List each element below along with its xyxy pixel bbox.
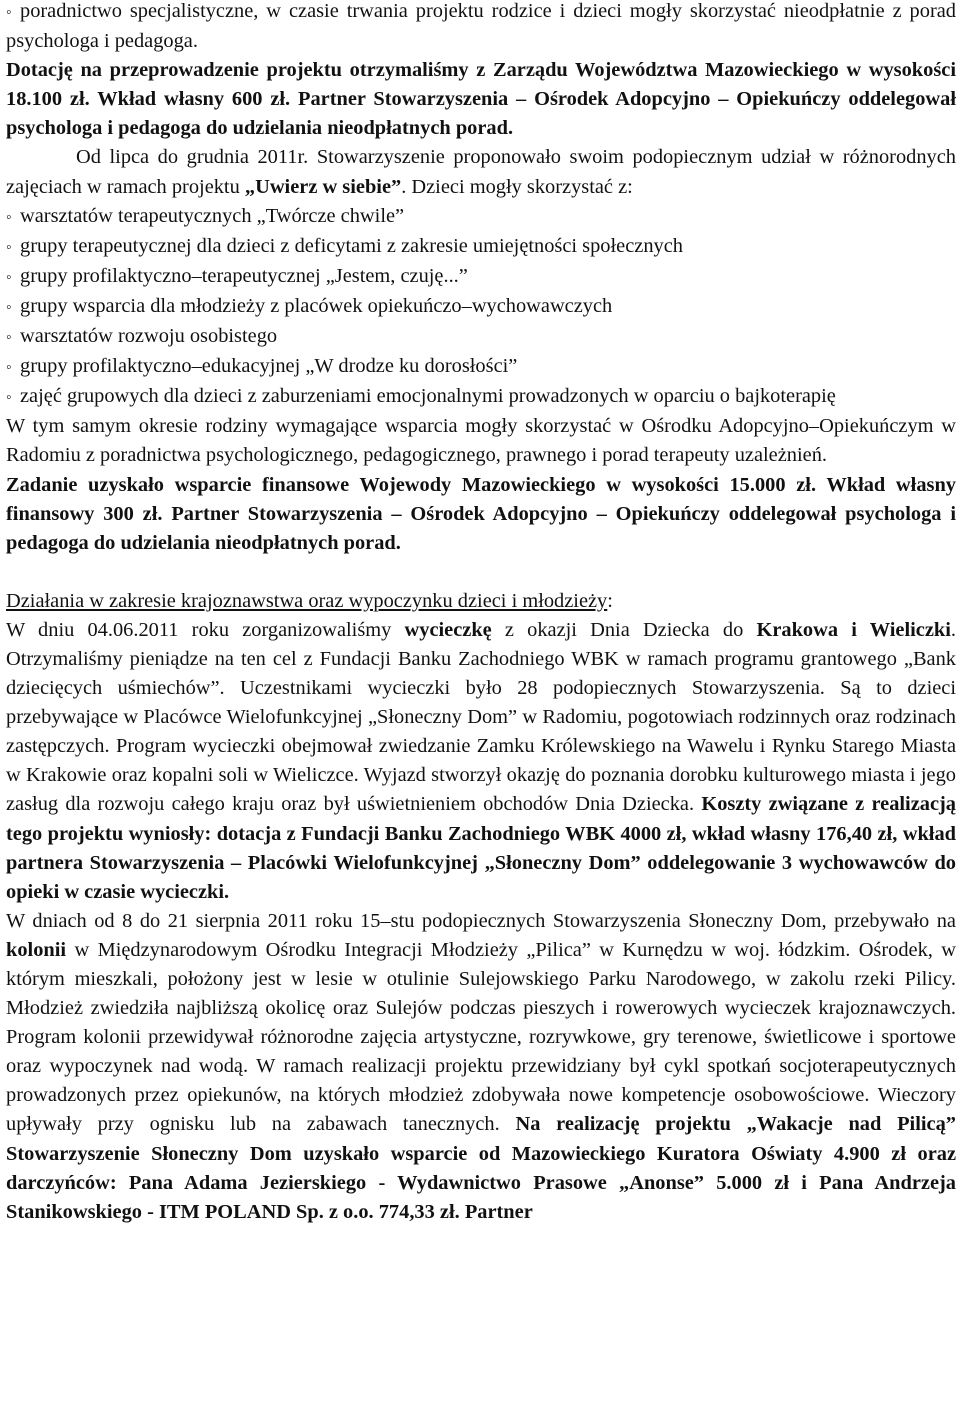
- spacer: [6, 558, 956, 587]
- bullet-icon: [6, 235, 20, 257]
- section-heading: Działania w zakresie krajoznawstwa oraz wypoczynku dzieci i młodzieży:: [6, 589, 613, 612]
- list-item: ◦ grupy profilaktyczno–terapeutycznej „Jestem, czuję...”: [6, 262, 956, 292]
- bullet-icon: [6, 0, 20, 22]
- list-item: ◦ warsztatów terapeutycznych „Twórcze chwile”: [6, 202, 956, 232]
- paragraph-2: Dotację na przeprowadzenie projektu otrzymaliśmy z Zarządu Województwa Mazowieckiego w wysokości 18.100 zł. Wkład własny 600 zł. Partner Stowarzyszenia – Ośrodek Adopcyjno – Opiekuńczy oddelegował psychologa i pedagoga do udzielania nieodpłatnych porad.: [6, 59, 956, 140]
- bullet-icon: [6, 295, 20, 317]
- list-item: ◦ warsztatów rozwoju osobistego: [6, 322, 956, 352]
- bullet-icon: [6, 385, 20, 407]
- paragraph-6: W dniu 04.06.2011 roku zorganizowaliśmy wycieczkę z okazji Dnia Dziecka do Krakowa i Wieliczki. Otrzymaliśmy pieniądze na ten cel z Fundacji Banku Zachodniego WBK w ramach programu grantowego „Bank dziecięcych uśmiechów”. Uczestnikami wycieczki było 28 podopiecznych Stowarzyszenia. Są to dzieci przebywające w Placówce Wielofunkcyjnej „Słoneczny Dom” w Radomiu, pogotowiach rodzinnych oraz rodzinach zastępczych. Program wycieczki obejmował zwiedzanie Zamku Królewskiego na Wawelu i Rynku Starego Miasta w Krakowie oraz kopalni soli w Wieliczce. Wyjazd stworzył okazję do poznania dorobku kulturowego miasta i jego zasług dla rozwoju całego kraju oraz był uświetnieniem obchodów Dnia Dziecka. Koszty związane z realizacją tego projektu wyniosły: dotacja z Fundacji Banku Zachodniego WBK 4000 zł, wkład własny 176,40 zł, wkład partnera Stowarzyszenia – Placówki Wielofunkcyjnej „Słoneczny Dom” oddelegowanie 3 wychowawców do opieki w czasie wycieczki.: [6, 618, 956, 903]
- paragraph-7: W dniach od 8 do 21 sierpnia 2011 roku 15–stu podopiecznych Stowarzyszenia Słoneczny Dom, przebywało na kolonii w Międzynarodowym Ośrodku Integracji Młodzieży „Pilica” w Kurnędzu w woj. łódzkim. Ośrodek, w którym mieszkali, położony jest w lesie w otulinie Sulejowskiego Parku Narodowego, w zakolu rzeki Pilicy. Młodzież zwiedziła najbliższą okolicę oraz Sulejów podczas pieszych i rowerowych wycieczek krajoznawczych. Program kolonii przewidywał różnorodne zajęcia artystyczne, rozrywkowe, gry terenowe, świetlicowe i sportowe oraz wypoczynek nad wodą. W ramach realizacji projektu przewidziany był cykl spotkań socjoterapeutycznych prowadzonych przez opiekunów, na których młodzież zdobywała nowe kompetencje osobowościowe. Wieczory upływały przy ognisku lub na zabawach tanecznych. Na realizację projektu „Wakacje nad Pilicą” Stowarzyszenie Słoneczny Dom uzyskało wsparcie od Mazowieckiego Kuratora Oświaty 4.900 zł oraz darczyńców: Pana Adama Jezierskiego - Wydawnictwo Prasowe „Anonse” 5.000 zł i Pana Andrzeja Stanikowskiego - ITM POLAND Sp. z o.o. 774,33 zł. Partner: [6, 909, 956, 1223]
- list-item: ◦ zajęć grupowych dla dzieci z zaburzeniami emocjonalnymi prowadzonych w oparciu o bajkoterapię: [6, 382, 956, 412]
- list-item: ◦ grupy profilaktyczno–edukacyjnej „W drodze ku dorosłości”: [6, 352, 956, 382]
- list-item: ◦ grupy terapeutycznej dla dzieci z deficytami z zakresie umiejętności społecznych: [6, 232, 956, 262]
- list-item: ◦ grupy wsparcia dla młodzieży z placówek opiekuńczo–wychowawczych: [6, 292, 956, 322]
- bullet-icon: [6, 355, 20, 377]
- document-body: [6, 0, 956, 1227]
- paragraph-4: W tym samym okresie rodziny wymagające wsparcia mogły skorzystać w Ośrodku Adopcyjno–Opiekuńczym w Radomiu z poradnictwa psychologicznego, pedagogicznego, prawnego i porad terapeuty uzależnień.: [6, 415, 956, 467]
- bullet-icon: [6, 205, 20, 227]
- bullet-icon: [6, 265, 20, 287]
- bullet-icon: [6, 325, 20, 347]
- paragraph-3: Od lipca do grudnia 2011r. Stowarzyszenie proponowało swoim podopiecznym udział w różnorodnych zajęciach w ramach projektu „Uwierz w siebie”. Dzieci mogły skorzystać z:: [6, 146, 956, 198]
- paragraph-1: ◦ poradnictwo specjalistyczne, w czasie trwania projektu rodzice i dzieci mogły skorzystać nieodpłatnie z porad psychologa i pedagoga.: [6, 0, 956, 56]
- paragraph-5: Zadanie uzyskało wsparcie finansowe Wojewody Mazowieckiego w wysokości 15.000 zł. Wkład własny finansowy 300 zł. Partner Stowarzyszenia – Ośrodek Adopcyjno – Opiekuńczy oddelegował psychologa i pedagoga do udzielania nieodpłatnych porad.: [6, 473, 956, 554]
